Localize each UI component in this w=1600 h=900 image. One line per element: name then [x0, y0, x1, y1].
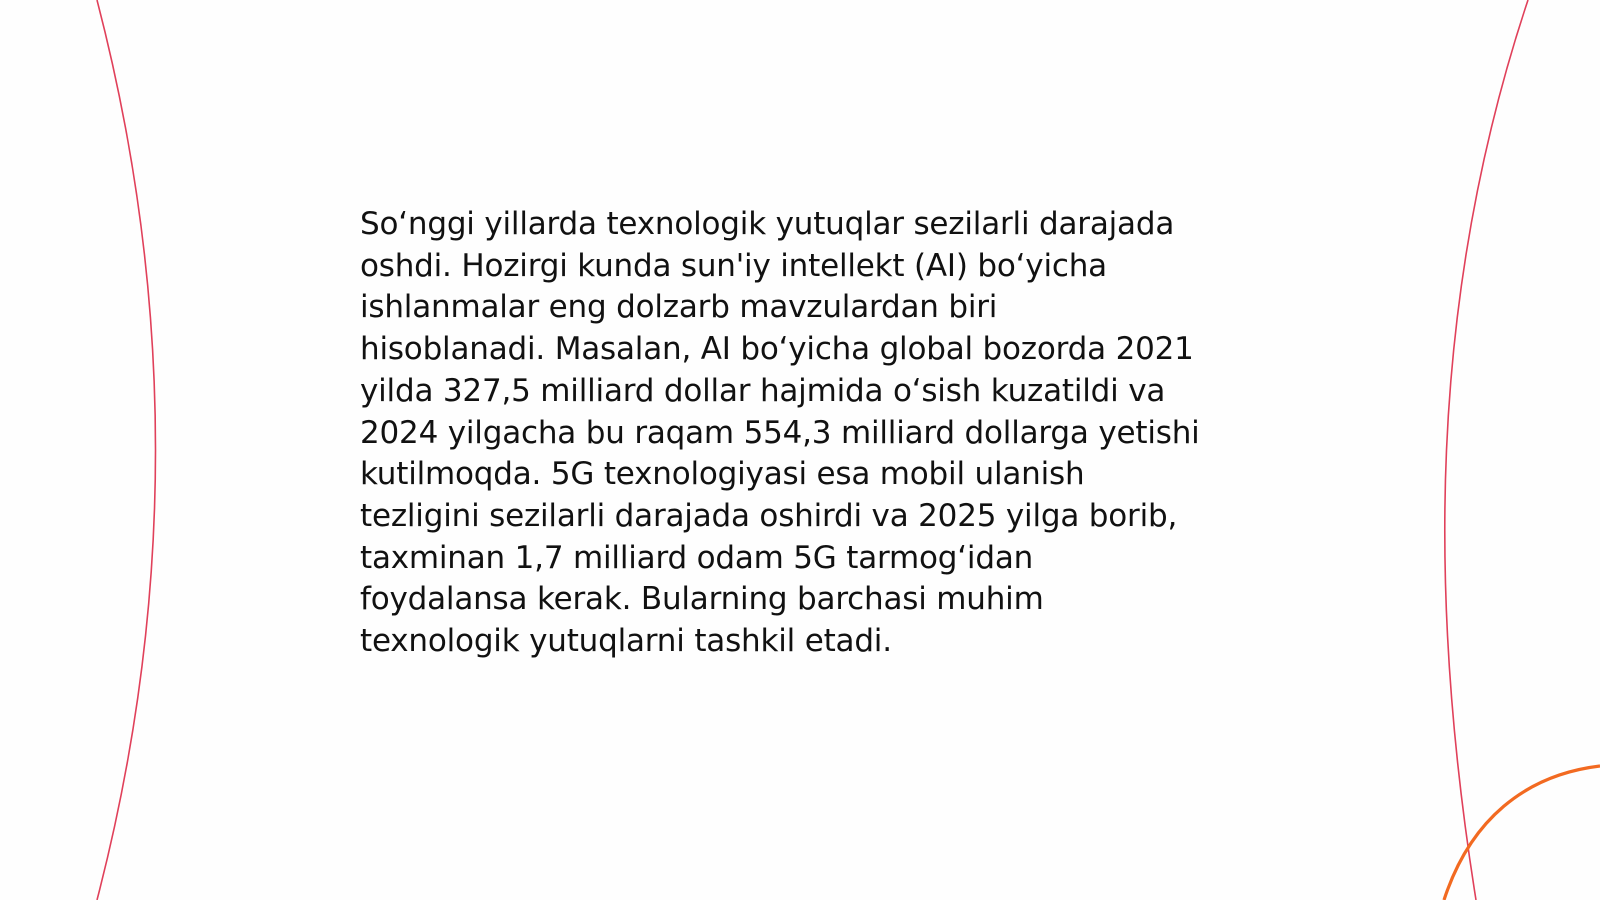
paragraph-line: taxminan 1,7 milliard odam 5G tarmog‘idan: [360, 539, 1034, 576]
corner-decorative-arc: [1444, 766, 1600, 900]
paragraph-line: 2024 yilgacha bu raqam 554,3 milliard dollarga yetishi: [360, 414, 1200, 451]
paragraph-line: yilda 327,5 milliard dollar hajmida o‘sish kuzatildi va: [360, 372, 1166, 409]
right-decorative-arc: [1445, 0, 1528, 900]
paragraph-line: kutilmoqda. 5G texnologiyasi esa mobil ulanish: [360, 456, 1085, 493]
paragraph-line: So‘nggi yillarda texnologik yutuqlar sezilarli darajada: [360, 206, 1175, 242]
left-decorative-arc: [97, 0, 156, 900]
paragraph-line: hisoblanadi. Masalan, AI bo‘yicha global bozorda 2021: [360, 331, 1194, 368]
paragraph-line: ishlanmalar eng dolzarb mavzulardan biri: [360, 289, 998, 326]
paragraph-line: oshdi. Hozirgi kunda sun'iy intellekt (AI) bo‘yicha: [360, 247, 1107, 284]
paragraph-line: tezligini sezilarli darajada oshirdi va 2025 yilga borib,: [360, 497, 1178, 534]
paragraph-line: texnologik yutuqlarni tashkil etadi.: [360, 623, 892, 660]
body-paragraph: [360, 204, 1260, 663]
paragraph-line: foydalansa kerak. Bularning barchasi muhim: [360, 581, 1044, 618]
